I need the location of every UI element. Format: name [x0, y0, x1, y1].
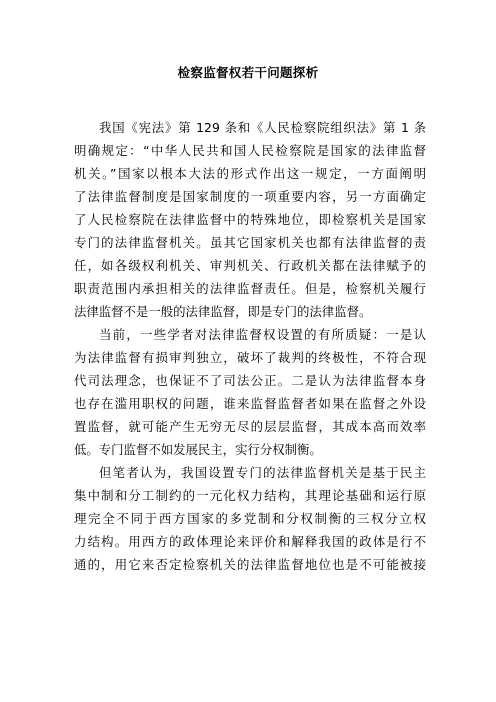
- text-line: 机关。”国家以根本大法的形式作出这一规定，一方面阐明: [74, 166, 426, 181]
- document-body: [74, 116, 426, 576]
- text-line: 当前，一些学者对法律监督权设置的有所质疑：一是认: [99, 327, 426, 342]
- text-line: 力结构。用西方的政体理论来评价和解释我国的政体是行不: [74, 534, 426, 549]
- text-line: 职责范围内承担相关的法律监督责任。但是，检察机关履行: [74, 281, 426, 296]
- text-line: 代司法理念，也保证不了司法公正。二是认为法律监督本身: [74, 373, 426, 388]
- text-line: 专门的法律监督机关。虽其它国家机关也都有法律监督的责: [74, 235, 426, 250]
- text-line: 置监督，就可能产生无穷无尽的层层监督，其成本高而效率: [74, 419, 426, 434]
- text-line: 明确规定：“中华人民共和国人民检察院是国家的法律监督: [74, 143, 426, 158]
- text-line: 法律监督不是一般的法律监督，即是专门的法律监督。: [74, 304, 372, 319]
- text-line: 理完全不同于西方国家的多党制和分权制衡的三权分立权: [74, 511, 426, 526]
- text-line: 集中制和分工制约的一元化权力结构，其理论基础和运行原: [74, 488, 426, 503]
- text-line: 但笔者认为，我国设置专门的法律监督机关是基于民主: [99, 465, 426, 480]
- text-line: 低。专门监督不如发展民主，实行分权制衡。: [74, 442, 322, 457]
- text-line: 任，如各级权利机关、审判机关、行政机关都在法律赋予的: [74, 258, 426, 273]
- text-line: 了法律监督制度是国家制度的一项重要内容，另一方面确定: [74, 189, 426, 204]
- text-line: 我国《宪法》第 129 条和《人民检察院组织法》第 1 条: [99, 120, 426, 135]
- text-line: 也存在滥用职权的问题，谁来监督监督者如果在监督之外设: [74, 396, 426, 411]
- paragraph-1: [74, 116, 426, 323]
- text-line: 了人民检察院在法律监督中的特殊地位，即检察机关是国家: [74, 212, 426, 227]
- text-line: 为法律监督有损审判独立，破坏了裁判的终极性，不符合现: [74, 350, 426, 365]
- paragraph-3: [74, 461, 426, 576]
- text-line: 通的，用它来否定检察机关的法律监督地位也是不可能被接: [74, 557, 426, 572]
- document-title: 检察监督权若干问题探析: [177, 65, 319, 80]
- paragraph-2: [74, 323, 426, 461]
